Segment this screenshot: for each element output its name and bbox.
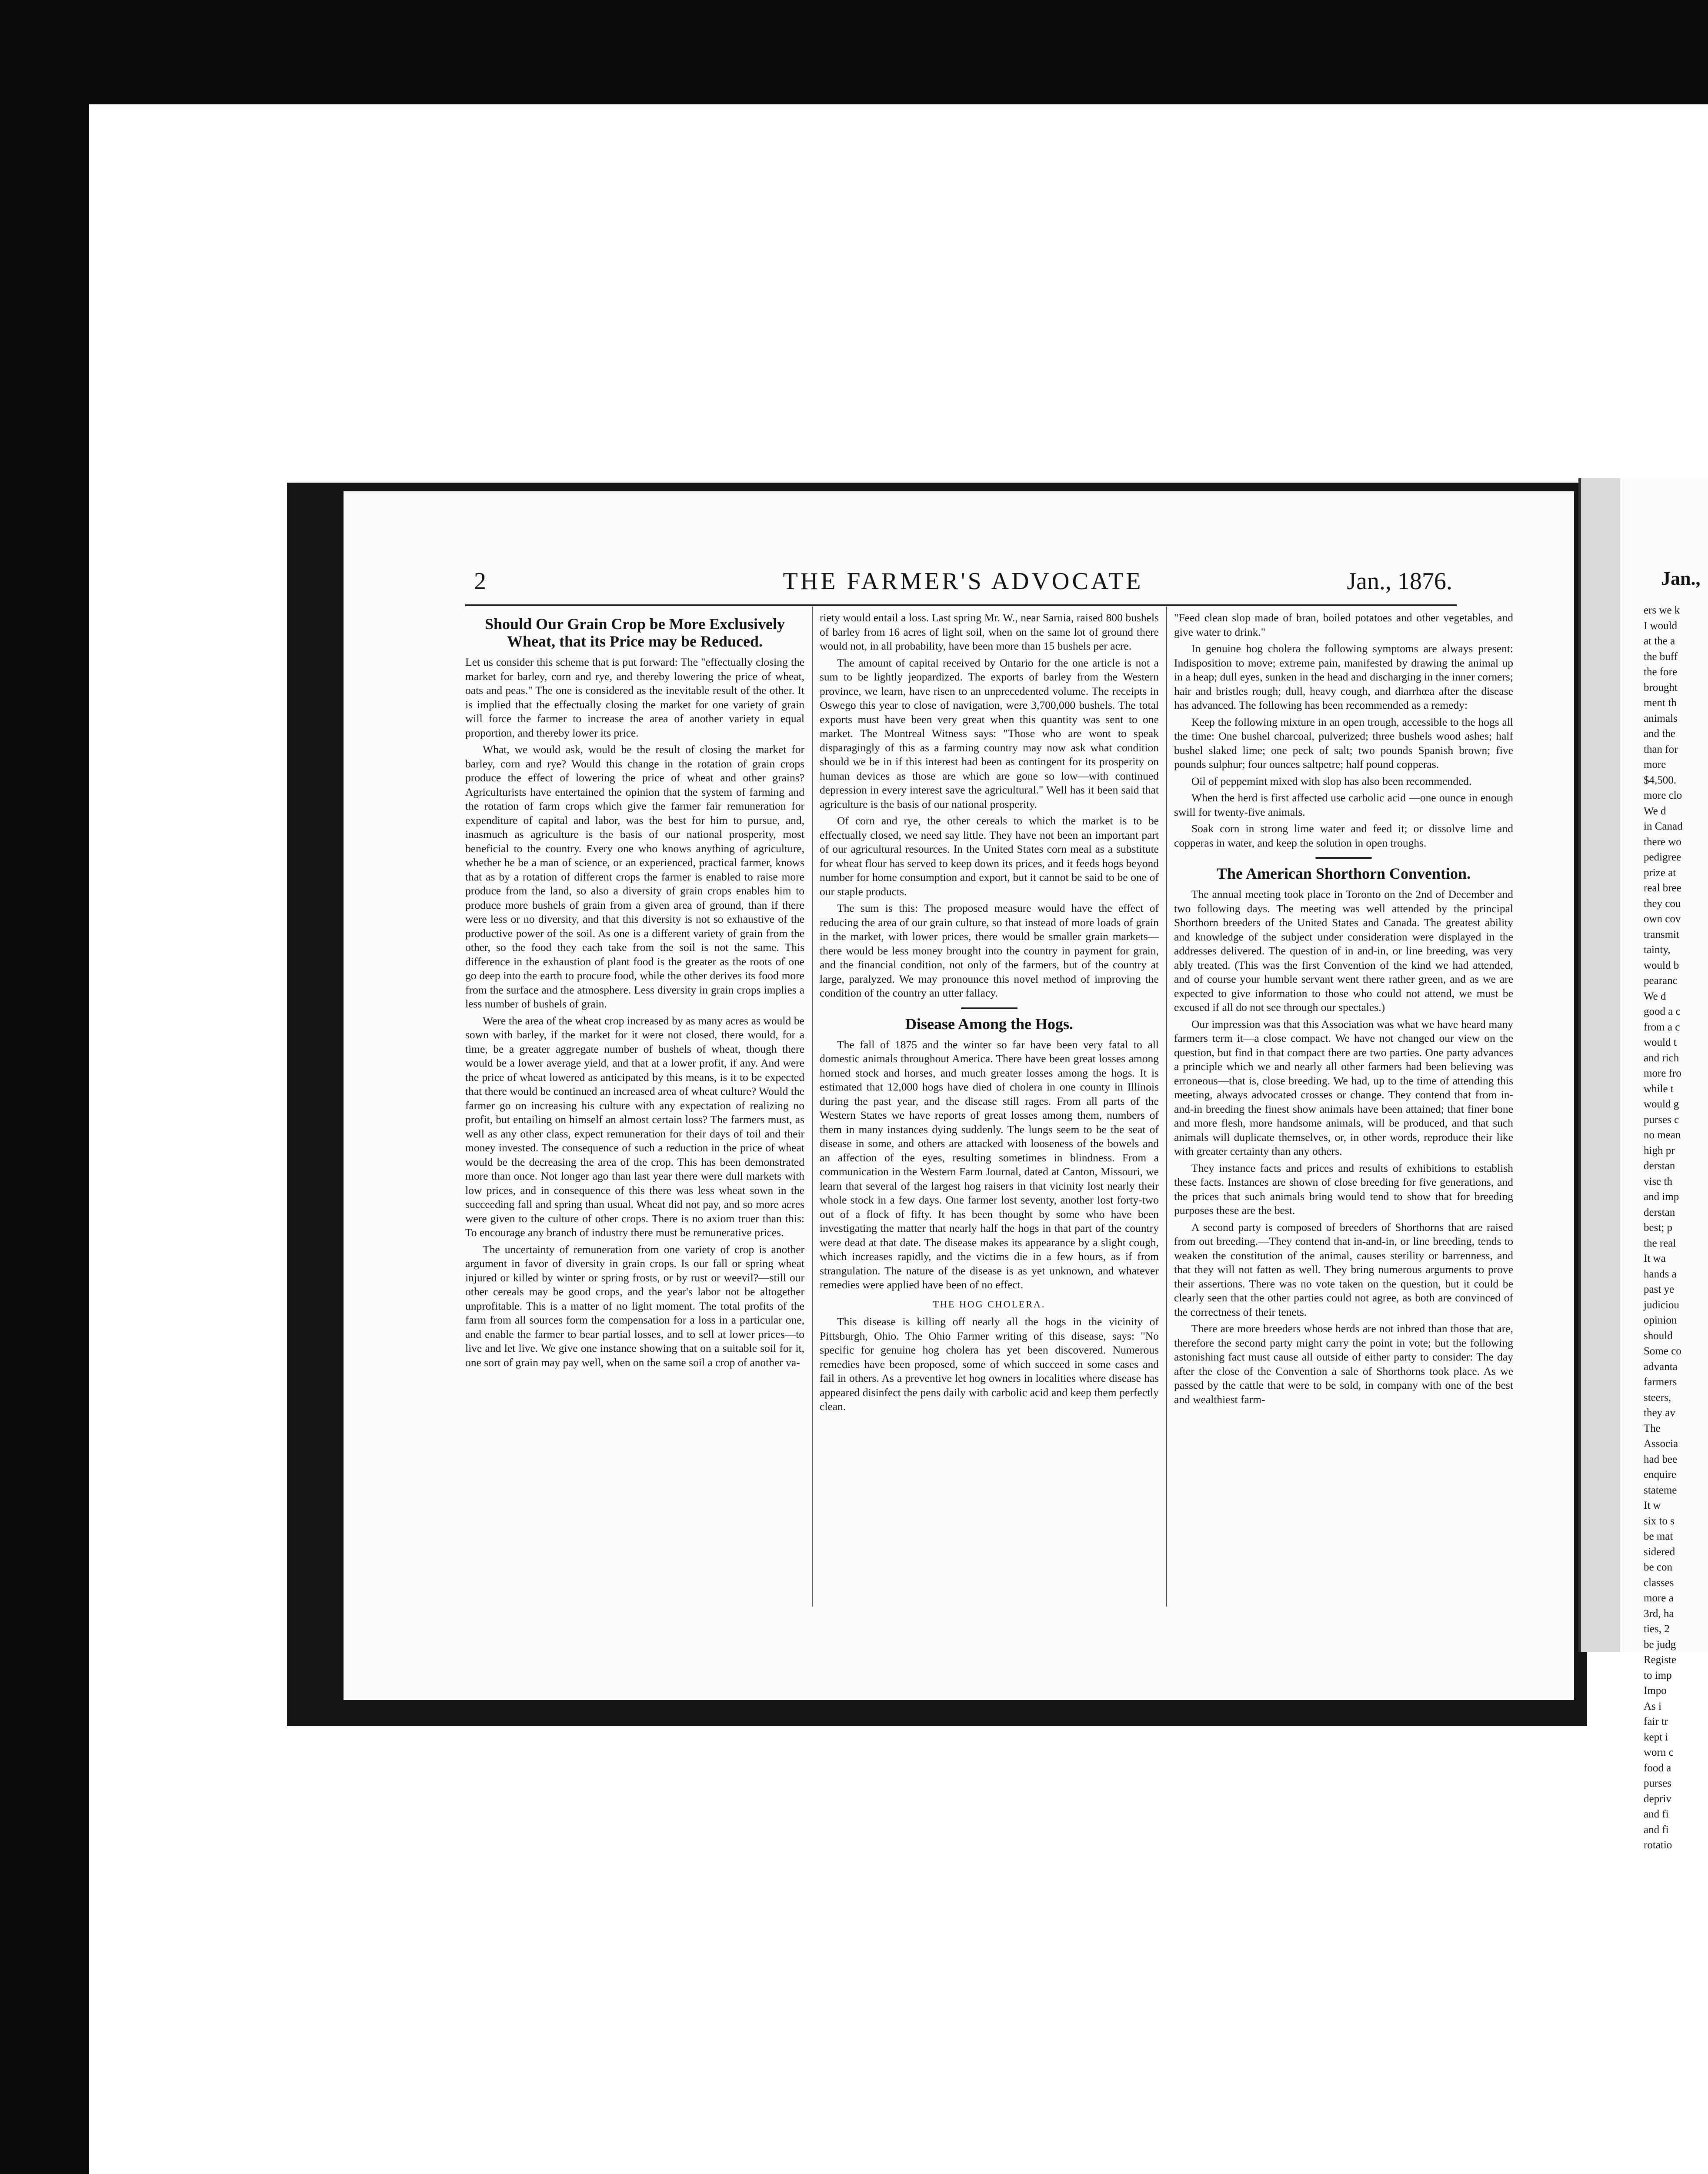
- next-page-line: in Canad: [1644, 820, 1683, 832]
- column-2: [820, 611, 1159, 1417]
- paragraph: "Feed clean slop made of bran, boiled potatoes and other vegetables, and give water to drink.": [1174, 611, 1513, 638]
- next-page-line: derstan: [1644, 1160, 1675, 1172]
- next-page-running-head: Jan.,: [1661, 568, 1701, 589]
- next-page-line: fair tr: [1644, 1716, 1668, 1727]
- article-headline: Disease Among the Hogs.: [905, 1015, 1073, 1033]
- next-page-line: and the: [1644, 728, 1675, 740]
- next-page-line: there wo: [1644, 836, 1681, 848]
- paragraph: There are more breeders whose herds are not inbred than those that are, therefore the second party might carry the point in vote; but the following astonishing fact must cause all outside of either party to consider: The day after the close of the Convention a sale of Shorthorns took place. As we passed by the cattle that were to be sold, in company with one of the best and wealthiest farm-: [1174, 1322, 1513, 1406]
- next-page-line: would g: [1644, 1098, 1679, 1110]
- film-border-left: [0, 0, 89, 2174]
- next-page-line: judiciou: [1644, 1299, 1679, 1311]
- next-page-line: and rich: [1644, 1052, 1679, 1064]
- next-page-line: while t: [1644, 1083, 1674, 1095]
- next-page-line: be judg: [1644, 1638, 1676, 1651]
- paragraph: Of corn and rye, the other cereals to which the market is to be effectually closed, we need say little. They have not been an important part of our agricultural resources. In the United States corn meal as a substitute for wheat flour has served to keep down its prices, and it feeds hogs beyond number for home consumption and export, but it cannot be said to be one of our staple products.: [820, 814, 1159, 898]
- article-headline: Should Our Grain Crop be More Exclusively Wheat, that its Price may be Reduced.: [484, 615, 785, 650]
- page-spine: [1578, 478, 1620, 1652]
- paragraph: The sum is this: The proposed measure would have the effect of reducing the area of our grain culture, so that instead of more loads of grain in the market, with lower prices, there would be smaller grain markets—there would be less money brought into the country in payment for grain, and the financial condition, not only of the farmers, but of the country at large, paralyzed. We may pronounce this novel method of improving the condition of the country an utter fallacy.: [820, 902, 1159, 999]
- next-page-line: animals: [1644, 712, 1678, 724]
- next-page-line: more: [1644, 759, 1666, 770]
- article-headline: The American Shorthorn Convention.: [1216, 865, 1471, 882]
- newspaper-page: [344, 491, 1574, 1700]
- next-page-line: than for: [1644, 743, 1678, 755]
- next-page-line: We d: [1644, 805, 1666, 817]
- next-page-line: ties, 2: [1644, 1623, 1670, 1635]
- paragraph: Keep the following mixture in an open trough, accessible to the hogs all the time: One bushel charcoal, pulverized; three bushels wood ashes; half bushel slaked lime; one peck of salt; two pounds Spanish brown; five pounds sulphur; four ounces saltpetre; half pound copperas.: [1174, 715, 1513, 770]
- next-page-line: It wa: [1644, 1253, 1666, 1264]
- column-1: [465, 611, 804, 1372]
- next-page-line: steers,: [1644, 1391, 1671, 1404]
- next-page-line: $4,500.: [1644, 774, 1676, 786]
- paragraph: The amount of capital received by Ontario for the one article is not a sum to be lightly jeopardized. The exports of barley from the Western province, we learn, have risen to an unprecedented volume. The receipts in Oswego this year to close of navigation, were 3,700,000 bushels. The total exports must have been very great when this quantity was sent to one market. The Montreal Witness says: "Those who are wont to speak disparagingly of this as a farming country may now ask what condition should we be in if this interest had been as contingent for its prosperity on human devices as those are which are gone so low—with continued depression in every interest save the agricultural." Well has it been said that agriculture is the basis of our national prosperity.: [820, 656, 1159, 810]
- next-page-line: the real: [1644, 1237, 1676, 1249]
- next-page-line: be con: [1644, 1561, 1672, 1573]
- next-page-line: own cov: [1644, 913, 1681, 925]
- next-page-line: derstan: [1644, 1206, 1675, 1218]
- next-page-line: best; p: [1644, 1222, 1672, 1234]
- next-page-lines: [1644, 603, 1708, 1853]
- next-page-line: Impo: [1644, 1685, 1667, 1697]
- paragraph: riety would entail a loss. Last spring Mr. W., near Sarnia, raised 800 bushels of barley from 16 acres of light soil, when on the same lot of ground there would not, in all probability, have been more than 15 bushels per acre.: [820, 611, 1159, 652]
- next-page-line: vise th: [1644, 1175, 1672, 1187]
- next-page-line: pearanc: [1644, 975, 1678, 987]
- next-page-line: high pr: [1644, 1144, 1675, 1157]
- next-page-line: rotatio: [1644, 1839, 1672, 1851]
- next-page-line: the fore: [1644, 666, 1678, 678]
- paragraph: The fall of 1875 and the winter so far have been very fatal to all domestic animals throughout America. There have been great losses among horned stock and horses, and much greater losses among the hogs. It is estimated that 12,000 hogs have died of cholera in one county in Illinois during the past year, and the disease still rages. From all parts of the Western States we have reports of great losses among them, numbers of them in many instances dying suddenly. The lungs seem to be the seat of disease in some, and others are attacked with looseness of the bowels and an affection of the eyes, resulting sometimes in blindness. From a communication in the Western Farm Journal, dated at Canton, Missouri, we learn that several of the largest hog raisers in that vicinity lost nearly their whole stock in a few days. One farmer lost seventy, another lost forty-two out of a flock of fifty. It has been thought by some who have been investigating the matter that nearly half the hogs in that part of the country were dead at that date. The disease makes its appearance by a slight cough, which increases rapidly, and the victims die in a few hours, as if from strangulation. The nature of the disease is as yet unknown, and whatever remedies were applied have been of no effect.: [820, 1038, 1159, 1291]
- next-page-line: 3rd, ha: [1644, 1607, 1674, 1620]
- next-page-line: more a: [1644, 1592, 1674, 1604]
- next-page-fragment: [1622, 478, 1708, 1851]
- paragraph: The uncertainty of remuneration from one variety of crop is another argument in favor of diversity in grain crops. Is our fall or spring wheat injured or killed by winter or spring frosts, or by rust or weevil?—still our other cereals may be good crops, and the year's labor not be altogether unprofitable. This is a matter of no light moment. The total profits of the farm from all sources form the compensation for a loss in a particular one, and enable the farmer to bear partial losses, and to sell at lower prices—to live and let live. We give one instance showing that on a suitable soil for it, one sort of grain may pay well, when on the same soil a crop of another va-: [465, 1243, 804, 1369]
- next-page-line: would t: [1644, 1037, 1677, 1048]
- next-page-line: purses c: [1644, 1114, 1679, 1126]
- next-page-line: farmers: [1644, 1376, 1677, 1388]
- next-page-line: past ye: [1644, 1284, 1675, 1295]
- header-rule: [465, 604, 1457, 606]
- paragraph: What, we would ask, would be the result of closing the market for barley, corn and rye? Would this change in the rotation of grain crops produce the effect of lowering the price of wheat and other grains? Agriculturists have entertained the opinion that the system of farming and the rotation of farm crops which give the farmer fair remuneration for expenditure of capital and labor, was the best for him to pursue, and, inasmuch as agriculture is the basis of our national prosperity, most beneficial to the country. Every one who knows anything of agriculture, whether he be a man of science, or an experienced, practical farmer, knows that as by a rotation of different crops the farmer is enabled to raise more produce from the land, so also a diversity of grain crops enables him to produce more bushels of grain from a given area of ground, than if there were less or no diversity, and that this diversity is not so exhaustive of the productive power of the soil. As one is a different variety of grain from the other, so the food they each take from the soil is not the same. This difference in the exhaustion of plant food is the greater as the roots of one go deep into the earth to procure food, while the other derives its food more from the surface and the atmosphere. Less diversity in grain crops implies a less number of bushels of grain.: [465, 743, 804, 1010]
- next-page-line: advanta: [1644, 1360, 1678, 1373]
- column-rule: [1166, 607, 1167, 1607]
- next-page-line: had bee: [1644, 1453, 1678, 1465]
- next-page-line: more clo: [1644, 790, 1682, 801]
- next-page-line: food a: [1644, 1762, 1671, 1774]
- paragraph: In genuine hog cholera the following symptoms are always present: Indisposition to move; extreme pain, manifested by drawing the animal up in a heap; dull eyes, sunken in the head and discharging in the inner corners; hair and bristles rough; dull, heavy cough, and diarrhœa after the disease has advanced. The following has been recommended as a remedy:: [1174, 642, 1513, 711]
- next-page-line: six to s: [1644, 1515, 1675, 1527]
- next-page-line: good a c: [1644, 1006, 1681, 1017]
- next-page-line: ment th: [1644, 697, 1677, 709]
- next-page-line: and fi: [1644, 1824, 1669, 1836]
- next-page-line: We d: [1644, 990, 1666, 1002]
- page-header: [474, 567, 1452, 602]
- next-page-line: and imp: [1644, 1191, 1679, 1203]
- next-page-line: purses: [1644, 1777, 1671, 1789]
- next-page-line: ers we k: [1644, 604, 1680, 616]
- paragraph: Oil of peppemint mixed with slop has also been recommended.: [1191, 774, 1472, 787]
- next-page-line: I would: [1644, 620, 1678, 632]
- film-border-top: [0, 0, 1708, 104]
- next-page-line: As i: [1644, 1700, 1661, 1712]
- next-page-line: they av: [1644, 1407, 1675, 1419]
- issue-date: Jan., 1876.: [1347, 568, 1452, 595]
- next-page-line: It w: [1644, 1500, 1661, 1511]
- next-page-line: Some co: [1644, 1345, 1681, 1357]
- paragraph: Our impression was that this Association was what we have heard many farmers term it—a close compact. We have not changed our view on the question, but find in that compact there are two parties. One party advances a principle which we and nearly all other farmers had been believing was erroneous—that is, close breeding. We had, up to the time of attending this meeting, always advocated crosses or change. They contend that from in-and-in breeding the finest show animals have been attained; that finer bone and more flesh, more handsome animals, will be produced, and that such animals will duplicate themselves, or, in other words, reproduce their like with greater certainty than any others.: [1174, 1017, 1513, 1157]
- next-page-line: Associa: [1644, 1438, 1678, 1450]
- next-page-line: no mean: [1644, 1129, 1681, 1141]
- next-page-line: real bree: [1644, 882, 1681, 894]
- page-number: 2: [474, 568, 486, 595]
- next-page-line: from a c: [1644, 1021, 1680, 1033]
- next-page-line: pedigree: [1644, 851, 1681, 863]
- next-page-line: at the a: [1644, 635, 1675, 647]
- next-page-line: the buff: [1644, 650, 1678, 663]
- next-page-line: transmit: [1644, 928, 1679, 940]
- next-page-line: depriv: [1644, 1793, 1671, 1805]
- paragraph: Were the area of the wheat crop increased by as many acres as would be sown with barley, if the market for it were not closed, there would, for a time, be a greater aggregate number of bushels of wheat, though there would be a lower average yield, and that at a lower profit, if any. And were the price of wheat lowered as anticipated by this means, is it to be expected that there would be continued an increased area of wheat culture? Would the farmer go on increasing his culture with any expectation of realizing no profit, but entailing on himself an almost certain loss? The farmers must, as well as any other class, expect remuneration for their days of toil and their money invested. The consequence of such a reduction in the price of wheat would be the decreasing the area of the crop. This has been demonstrated more than once. Not longer ago than last year there were dull markets with low prices, and in consequence of this there was less wheat sown in the succeeding fall and spring than usual. Wheat did not pay, and so more acres were given to the culture of other crops. There is no axiom truer than this: To encourage any branch of industry there must be remunerative prices.: [465, 1014, 804, 1239]
- next-page-line: tainty,: [1644, 944, 1671, 956]
- article-subhead: THE HOG CHOLERA.: [933, 1298, 1046, 1310]
- next-page-line: be mat: [1644, 1530, 1673, 1542]
- paragraph: Let us consider this scheme that is put forward: The "effectually closing the market for barley, corn and rye, and thereby lowering the price of wheat, oats and peas." The one is considered as the inevitable result of the other. It is implied that the effectually closing the market for one variety of grain will force the farmer to increase the area of another variety in equal proportion, and thereby lower its price.: [465, 656, 804, 739]
- paragraph: A second party is composed of breeders of Shorthorns that are raised from out breeding.—They contend that in-and-in, or line breeding, tends to weaken the constitution of the animal, causes sterility or barrenness, and that they will not fatten as well. They bring numerous arguments to prove their assertions. There was no vote taken on the question, but it could be clearly seen that the other parties could not agree, as both are convinced of the correctness of their tenets.: [1174, 1220, 1513, 1318]
- next-page-line: more fro: [1644, 1067, 1681, 1079]
- next-page-line: worn c: [1644, 1747, 1674, 1758]
- next-page-line: brought: [1644, 681, 1678, 694]
- next-page-line: they cou: [1644, 897, 1681, 910]
- paragraph: This disease is killing off nearly all the hogs in the vicinity of Pittsburgh, Ohio. The Ohio Farmer writing of this disease, says: "No specific for genuine hog cholera has yet been discovered. Numerous remedies have been proposed, some of which succeed in some cases and fail in others. As a preventive let hog owners in localities where disease has appeared disinfect the pens daily with carbolic acid and keep them perfectly clean.: [820, 1315, 1159, 1413]
- next-page-line: kept i: [1644, 1731, 1668, 1743]
- next-page-line: would b: [1644, 959, 1679, 971]
- next-page-line: to imp: [1644, 1669, 1672, 1681]
- column-3: [1174, 611, 1513, 1409]
- next-page-line: classes: [1644, 1577, 1674, 1589]
- paragraph: When the herd is first affected use carbolic acid —one ounce in enough swill for twenty-five animals.: [1174, 791, 1513, 818]
- next-page-line: should: [1644, 1330, 1673, 1342]
- next-page-line: and fi: [1644, 1808, 1669, 1820]
- next-page-line: stateme: [1644, 1484, 1677, 1496]
- paragraph: Soak corn in strong lime water and feed it; or dissolve lime and copperas in water, and keep the solution in open troughs.: [1174, 822, 1513, 849]
- column-rule: [812, 607, 813, 1607]
- newspaper-title: THE FARMER'S ADVOCATE: [783, 568, 1144, 595]
- section-separator: [961, 1007, 1017, 1009]
- paragraph: They instance facts and prices and results of exhibitions to establish these facts. Instances are shown of close breeding for five generations, and the prices that such animals bring would tend to show that for breeding purposes these are the best.: [1174, 1161, 1513, 1217]
- next-page-line: prize at: [1644, 867, 1676, 879]
- next-page-line: hands a: [1644, 1268, 1677, 1280]
- section-separator: [1315, 857, 1372, 859]
- next-page-line: opinion: [1644, 1314, 1677, 1326]
- next-page-line: The: [1644, 1422, 1661, 1434]
- paragraph: The annual meeting took place in Toronto on the 2nd of December and two following days. The meeting was well attended by the principal Shorthorn breeders of the United States and Canada. The greatest ability and knowledge of the subject under consideration were displayed in the addresses delivered. The question of in and-in, or line breeding, was very ably treated. (This was the first Convention of the kind we had attended, and of course your humble servant went there rather green, and as we are expected to give information to those who could not attend, we must be excused if all do not see through our spectales.): [1174, 888, 1513, 1014]
- next-page-line: Registe: [1644, 1654, 1676, 1666]
- next-page-line: sidered: [1644, 1546, 1675, 1558]
- next-page-line: enquire: [1644, 1469, 1676, 1480]
